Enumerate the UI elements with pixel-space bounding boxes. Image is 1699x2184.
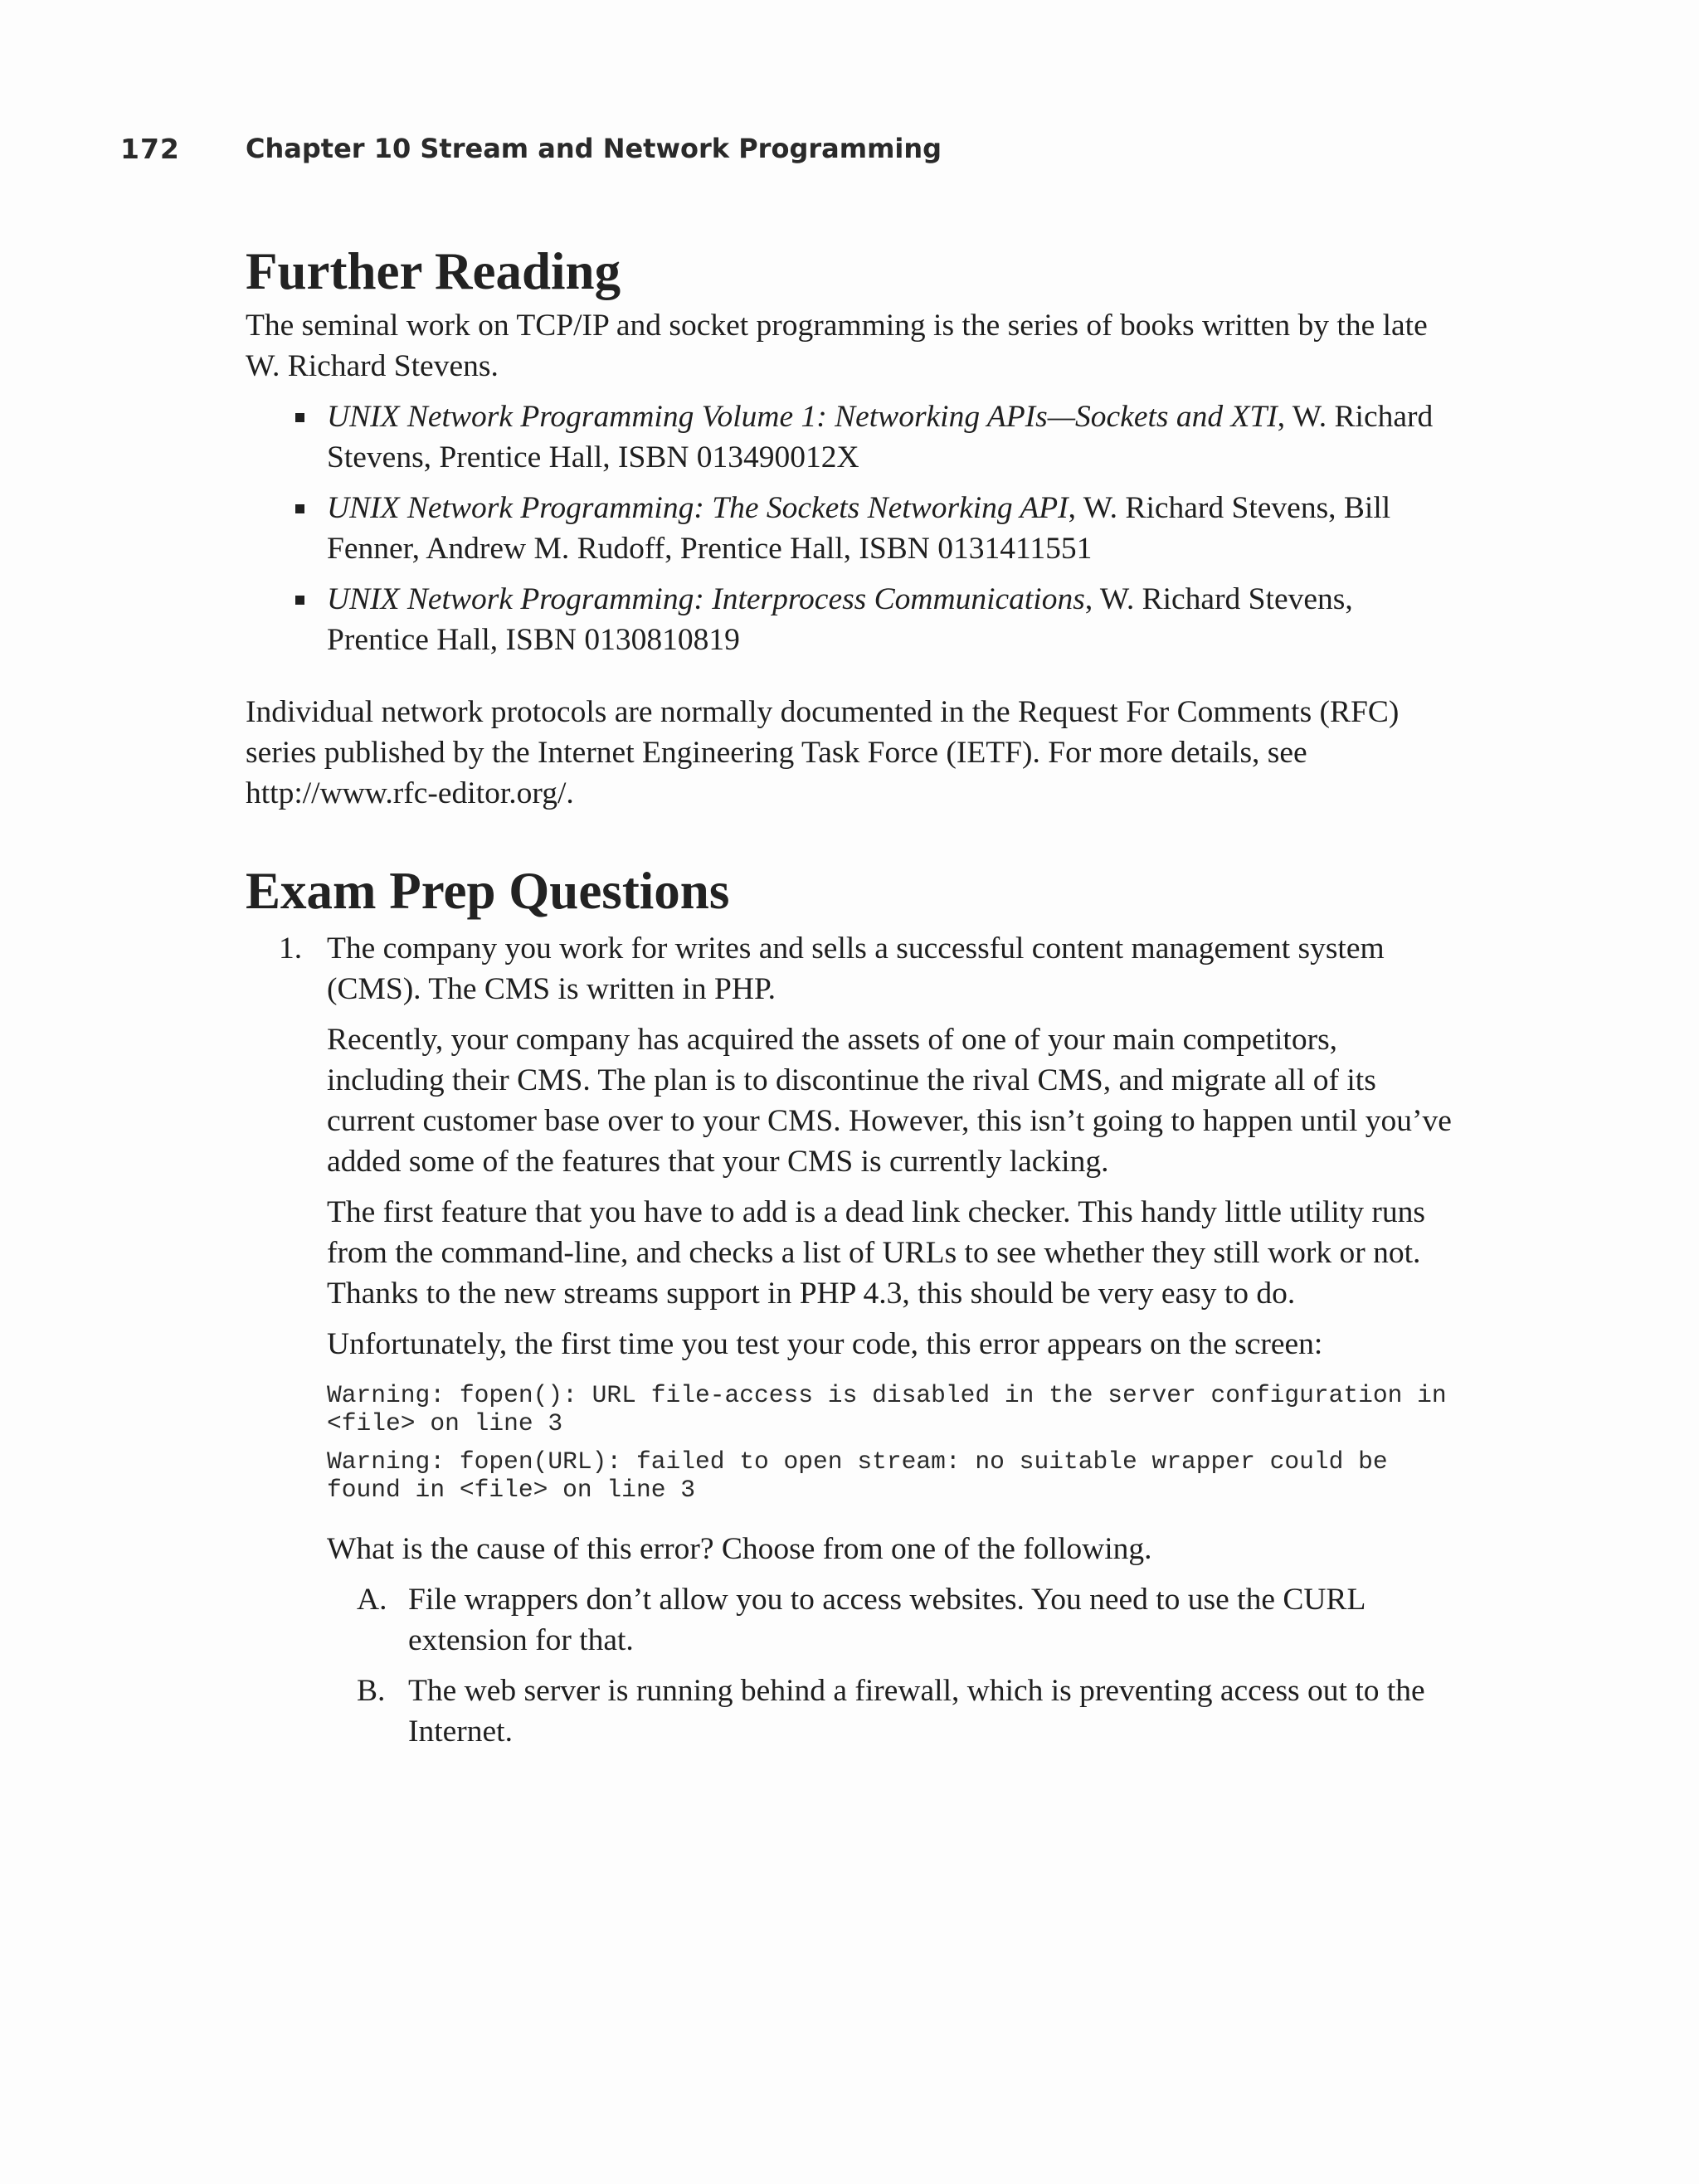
square-bullet-icon [295, 504, 304, 513]
error-code-block [327, 1381, 1462, 1504]
question-number: 1. [279, 931, 303, 966]
chapter-title: Chapter 10 Stream and Network Programming [246, 133, 942, 164]
page-content [246, 241, 1462, 1762]
answer-choice [357, 1671, 1457, 1752]
code-line: Warning: fopen(URL): failed to open stream: no suitable wrapper could be found in <file> on line 3 [327, 1447, 1403, 1504]
rfc-paragraph: Individual network protocols are normally documented in the Request For Comments (RFC) series published by the Internet Engineering Task Force (IETF). For more details, see http://www.rfc-editor.org/. [246, 695, 1400, 810]
book-details: , W. Richard Stevens, Bill Fenner, Andrew M. Rudoff, Prentice Hall, ISBN 0131411551 [327, 491, 1391, 566]
book-title: UNIX Network Programming Volume 1: Networking APIs—Sockets and XTI [327, 400, 1278, 434]
book-item [327, 488, 1457, 569]
book-item [327, 396, 1457, 478]
running-head [0, 133, 1699, 169]
question-paragraph: Recently, your company has acquired the assets of one of your main competitors, including their CMS. The plan is to discontinue the rival CMS, and migrate all of its current customer base over to your CMS. However, this isn’t going to happen until you’ve added some of the features that your CMS is currently lacking. [327, 1023, 1452, 1179]
page-number: 172 [120, 133, 180, 165]
book-title: UNIX Network Programming: Interprocess Communications [327, 582, 1085, 616]
choice-letter: B. [357, 1674, 386, 1708]
book-item [327, 579, 1457, 660]
choice-letter: A. [357, 1583, 387, 1617]
choice-text: File wrappers don’t allow you to access websites. You need to use the CURL extension for that. [408, 1583, 1365, 1657]
further-reading-intro: The seminal work on TCP/IP and socket programming is the series of books written by the late W. Richard Stevens. [246, 309, 1428, 383]
question-1 [246, 928, 1462, 1752]
question-paragraph: The company you work for writes and sells a successful content management system (CMS). The CMS is written in PHP. [327, 931, 1385, 1006]
further-reading-section [246, 241, 1457, 814]
code-line: Warning: fopen(): URL file-access is disabled in the server configuration in <file> on line 3 [327, 1381, 1462, 1437]
exam-prep-heading: Exam Prep Questions [246, 862, 730, 920]
answer-choice [357, 1579, 1457, 1661]
exam-prep-section [246, 860, 1462, 1752]
question-paragraph: Unfortunately, the first time you test your code, this error appears on the screen: [327, 1327, 1323, 1361]
book-details: , W. Richard Stevens, Prentice Hall, ISBN 013490012X [327, 400, 1434, 474]
square-bullet-icon [295, 596, 304, 605]
question-prompt: What is the cause of this error? Choose from one of the following. [327, 1532, 1152, 1566]
question-paragraph: The first feature that you have to add is a dead link checker. This handy little utility runs from the command-line, and checks a list of URLs to see whether they still work or not. Thanks to the new streams support in PHP 4.3, this should be very easy to do. [327, 1195, 1425, 1311]
further-reading-heading: Further Reading [246, 242, 621, 300]
book-details: , W. Richard Stevens, Prentice Hall, ISBN 0130810819 [327, 582, 1353, 657]
answer-choices [327, 1579, 1457, 1752]
square-bullet-icon [295, 413, 304, 422]
book-title: UNIX Network Programming: The Sockets Networking API [327, 491, 1069, 525]
choice-text: The web server is running behind a firewall, which is preventing access out to the Internet. [408, 1674, 1425, 1749]
book-list [246, 396, 1457, 660]
